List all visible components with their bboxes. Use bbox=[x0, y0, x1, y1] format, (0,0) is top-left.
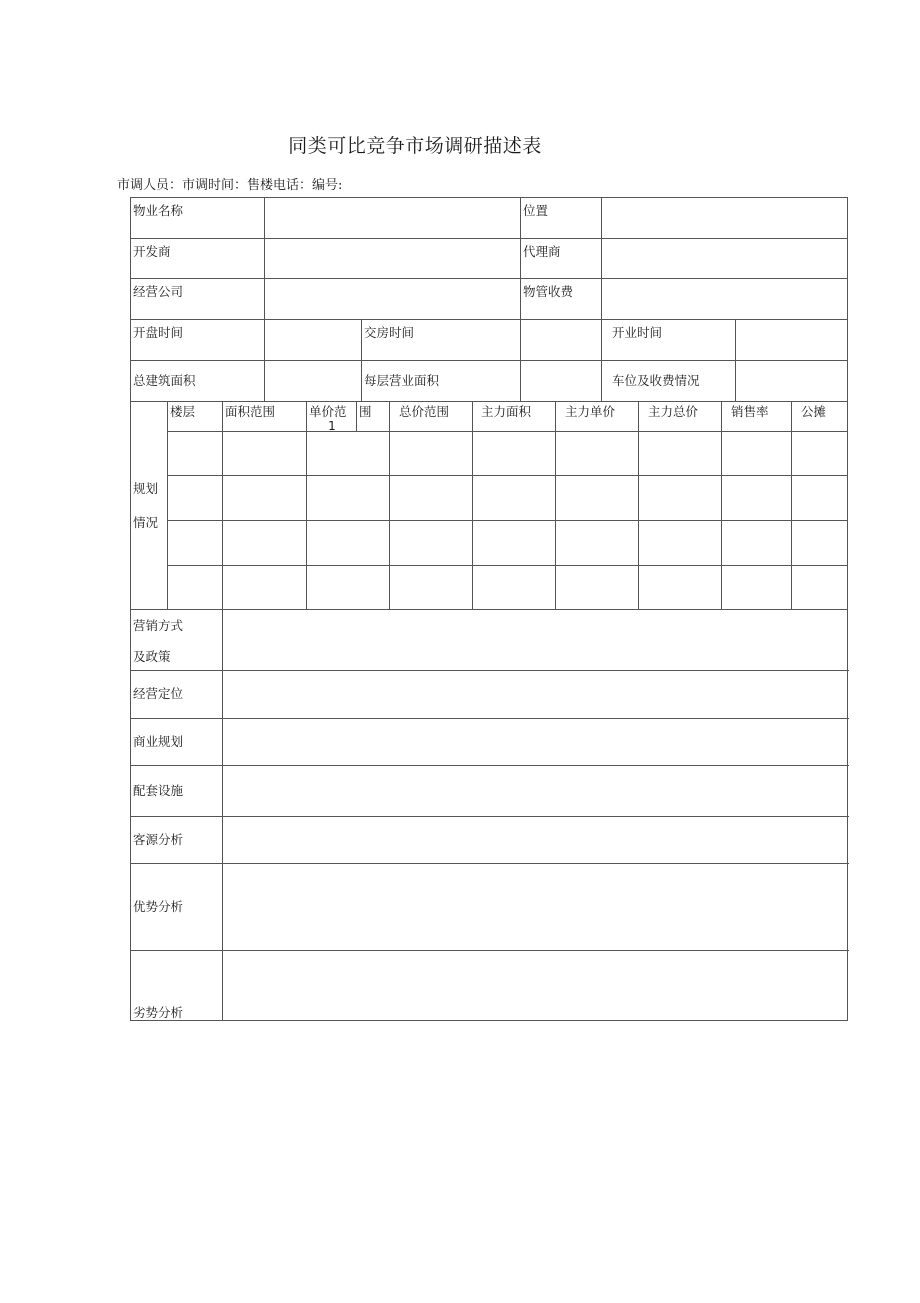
planning-cell[interactable] bbox=[307, 432, 390, 476]
planning-cell[interactable] bbox=[792, 432, 848, 476]
label-planning bbox=[131, 402, 168, 610]
header-sales-rate: 销售率 bbox=[722, 402, 792, 432]
header-unit-price-text: 单价范 bbox=[309, 404, 347, 419]
planning-cell[interactable] bbox=[390, 521, 473, 566]
label-parking: 车位及收费情况 bbox=[602, 361, 736, 402]
planning-cell[interactable] bbox=[639, 476, 722, 521]
field-open-time[interactable] bbox=[265, 320, 362, 361]
label-operator: 经营公司 bbox=[131, 279, 265, 320]
planning-cell[interactable] bbox=[307, 476, 390, 521]
field-delivery-time[interactable] bbox=[521, 320, 602, 361]
planning-cell[interactable] bbox=[722, 565, 792, 610]
field-property-name[interactable] bbox=[265, 198, 521, 239]
field-operator[interactable] bbox=[265, 279, 521, 320]
field-total-area[interactable] bbox=[265, 361, 362, 402]
planning-cell[interactable] bbox=[223, 476, 307, 521]
planning-cell[interactable] bbox=[473, 432, 556, 476]
label-property-name: 物业名称 bbox=[131, 198, 265, 239]
planning-cell[interactable] bbox=[307, 521, 390, 566]
label-commercial-planning: 商业规划 bbox=[131, 719, 223, 766]
label-marketing-line2: 及政策 bbox=[133, 649, 171, 664]
planning-cell[interactable] bbox=[307, 565, 390, 610]
planning-cell[interactable] bbox=[556, 476, 639, 521]
survey-form-table bbox=[130, 197, 848, 1021]
field-marketing[interactable] bbox=[223, 610, 849, 671]
header-main-total-price: 主力总价 bbox=[639, 402, 722, 432]
planning-cell[interactable] bbox=[168, 432, 223, 476]
label-strengths: 优势分析 bbox=[131, 864, 223, 951]
field-location[interactable] bbox=[602, 198, 848, 239]
field-agent[interactable] bbox=[602, 239, 848, 279]
field-developer[interactable] bbox=[265, 239, 521, 279]
header-area-range: 面积范围 bbox=[223, 402, 307, 432]
label-open-time: 开盘时间 bbox=[131, 320, 265, 361]
planning-cell[interactable] bbox=[473, 476, 556, 521]
planning-cell[interactable] bbox=[792, 565, 848, 610]
field-business-open[interactable] bbox=[736, 320, 848, 361]
header-shared-area: 公摊 bbox=[792, 402, 848, 432]
label-planning-line2: 情况 bbox=[133, 514, 159, 530]
label-location: 位置 bbox=[521, 198, 602, 239]
planning-cell[interactable] bbox=[722, 521, 792, 566]
label-developer: 开发商 bbox=[131, 239, 265, 279]
label-facilities: 配套设施 bbox=[131, 766, 223, 817]
planning-cell[interactable] bbox=[390, 476, 473, 521]
label-weaknesses: 劣势分析 bbox=[131, 951, 223, 1021]
field-positioning[interactable] bbox=[223, 671, 849, 719]
field-commercial-planning[interactable] bbox=[223, 719, 849, 766]
planning-cell[interactable] bbox=[722, 476, 792, 521]
planning-cell[interactable] bbox=[722, 432, 792, 476]
planning-cell[interactable] bbox=[390, 565, 473, 610]
planning-cell[interactable] bbox=[556, 521, 639, 566]
field-mgmt-fee[interactable] bbox=[602, 279, 848, 320]
planning-cell[interactable] bbox=[556, 432, 639, 476]
planning-cell[interactable] bbox=[473, 521, 556, 566]
header-main-area: 主力面积 bbox=[473, 402, 556, 432]
planning-cell[interactable] bbox=[168, 521, 223, 566]
header-main-unit-price: 主力单价 bbox=[556, 402, 639, 432]
header-floor: 楼层 bbox=[168, 402, 223, 432]
label-floor-area: 每层营业面积 bbox=[362, 361, 521, 402]
planning-cell[interactable] bbox=[168, 565, 223, 610]
header-unit-price-sub: 1 bbox=[328, 419, 336, 434]
field-customer-analysis[interactable] bbox=[223, 817, 849, 864]
planning-cell[interactable] bbox=[556, 565, 639, 610]
field-facilities[interactable] bbox=[223, 766, 849, 817]
label-delivery-time: 交房时间 bbox=[362, 320, 521, 361]
planning-cell[interactable] bbox=[168, 476, 223, 521]
planning-cell[interactable] bbox=[639, 521, 722, 566]
planning-cell[interactable] bbox=[639, 432, 722, 476]
label-customer-analysis: 客源分析 bbox=[131, 817, 223, 864]
field-strengths[interactable] bbox=[223, 864, 849, 951]
field-weaknesses[interactable] bbox=[223, 951, 849, 1021]
field-parking[interactable] bbox=[736, 361, 848, 402]
header-unit-price-range bbox=[307, 402, 357, 432]
planning-cell[interactable] bbox=[792, 521, 848, 566]
field-floor-area[interactable] bbox=[521, 361, 602, 402]
label-business-open: 开业时间 bbox=[602, 320, 736, 361]
planning-cell[interactable] bbox=[390, 432, 473, 476]
label-marketing bbox=[131, 610, 223, 671]
planning-cell[interactable] bbox=[223, 432, 307, 476]
label-agent: 代理商 bbox=[521, 239, 602, 279]
label-marketing-line1: 营销方式 bbox=[133, 618, 184, 633]
label-mgmt-fee: 物管收费 bbox=[521, 279, 602, 320]
header-total-price-range: 总价范围 bbox=[390, 402, 473, 432]
planning-cell[interactable] bbox=[223, 565, 307, 610]
planning-cell[interactable] bbox=[639, 565, 722, 610]
label-total-area: 总建筑面积 bbox=[131, 361, 265, 402]
label-positioning: 经营定位 bbox=[131, 671, 223, 719]
survey-meta-line: 市调人员：市调时间：售楼电话：编号: bbox=[117, 178, 343, 193]
page-title: 同类可比竞争市场调研描述表 bbox=[288, 135, 542, 157]
planning-cell[interactable] bbox=[473, 565, 556, 610]
header-unit-price-range-tail: 围 bbox=[357, 402, 390, 432]
label-planning-line1: 规划 bbox=[133, 480, 159, 496]
planning-cell[interactable] bbox=[223, 521, 307, 566]
planning-cell[interactable] bbox=[792, 476, 848, 521]
